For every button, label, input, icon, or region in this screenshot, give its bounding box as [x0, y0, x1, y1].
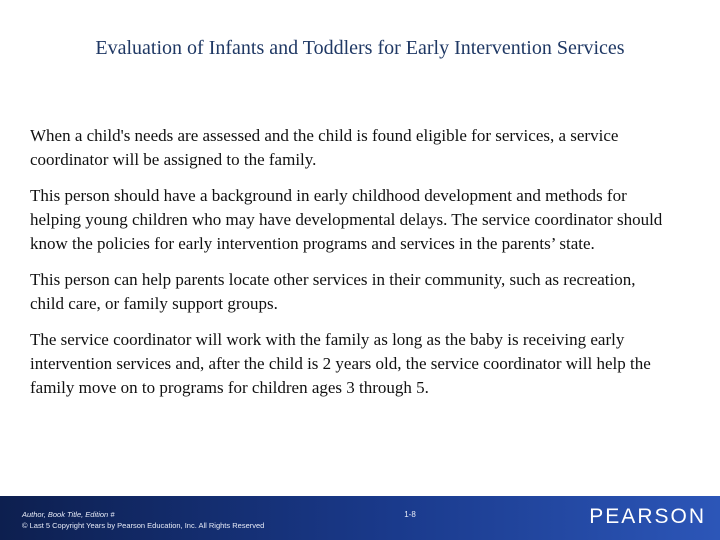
slide-body	[30, 124, 670, 412]
footer-credits	[22, 509, 264, 531]
footer-book-line: Author, Book Title, Edition #	[22, 510, 115, 519]
page-number: 1-8	[404, 510, 416, 519]
pearson-logo: PEARSON	[589, 505, 706, 528]
body-paragraph: The service coordinator will work with the family as long as the baby is receiving early intervention services and, after the child is 2 years old, the service coordinator will help the family move on to programs for children ages 3 through 5.	[30, 330, 651, 397]
body-paragraph: This person should have a background in early childhood development and methods for helping young children who may have developmental delays. The service coordinator should know the policies for early intervention programs and services in the parents’ state.	[30, 186, 663, 253]
slide-title: Evaluation of Infants and Toddlers for Early Intervention Services	[95, 37, 625, 59]
body-paragraph: When a child's needs are assessed and the child is found eligible for services, a service coordinator will be assigned to the family.	[30, 126, 619, 169]
body-paragraph: This person can help parents locate other services in their community, such as recreation, child care, or family support groups.	[30, 270, 636, 313]
footer-bar	[0, 496, 720, 540]
footer-copyright: © Last 5 Copyright Years by Pearson Education, Inc. All Rights Reserved	[22, 521, 265, 530]
